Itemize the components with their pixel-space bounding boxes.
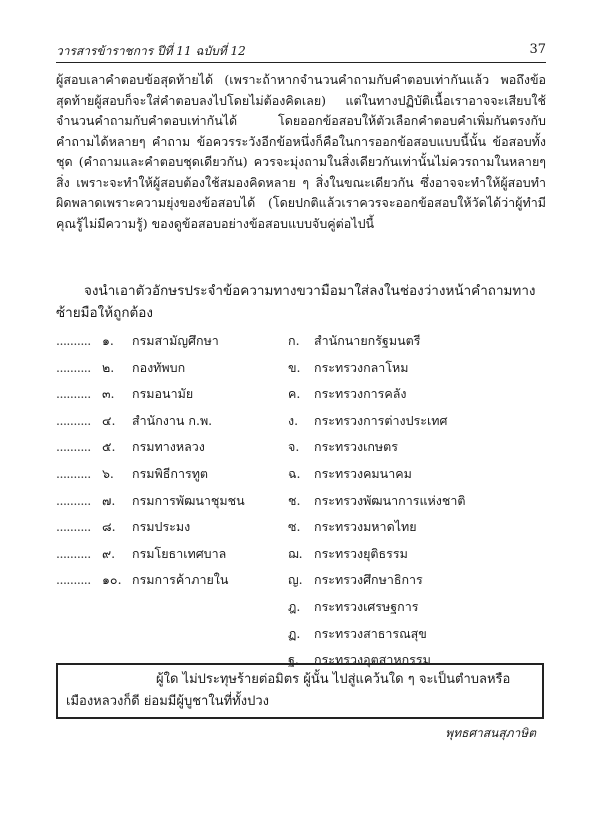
answer-text: กระทรวงมหาดไทย [314,519,417,535]
answer-letter: ฐ. [288,652,299,668]
question-text: กรมพิธีการทูต [132,465,209,481]
answer-item [288,541,548,568]
answer-text: กระทรวงการคลัง [314,386,407,402]
answer-blank: .......... [56,412,91,428]
answer-text: กระทรวงสาธารณสุข [314,625,427,641]
question-text: กรมทางหลวง [132,439,205,455]
question-text: กรมโยธาเทศบาล [132,545,227,561]
answer-blank: .......... [56,572,91,588]
answer-letter: ก. [288,333,300,348]
quote-line-1: ผู้ใด ไม่ประทุษร้ายต่อมิตร ผู้นั้น ไปสู่แคว้นใด ๆ จะเป็นตำบลหรือ [156,672,511,687]
question-text: กรมการค้าภายใน [132,572,229,588]
question-number: ๑๐. [102,572,122,588]
question-item [56,567,306,594]
answer-letter: ค. [288,386,301,402]
answer-text: กระทรวงคมนาคม [314,465,412,481]
answer-blank: .......... [56,439,91,455]
answer-text: กระทรวงยุติธรรม [314,545,408,561]
journal-title: วารสารข้าราชการ ปีที่ 11 ฉบับที่ 12 [56,44,246,58]
answer-item [288,461,548,488]
answer-letter: ฏ. [288,625,301,641]
answer-letter: ฌ. [288,545,303,561]
answer-blank: .......... [56,492,91,508]
answer-item [288,488,548,515]
answer-text: กระทรวงอุตสาหกรรม [314,652,431,668]
question-item [56,328,306,355]
question-item [56,408,306,435]
quote-source: พุทธศาสนสุภาษิต [445,726,536,740]
answer-letter: ฉ. [288,465,301,481]
answer-item [288,621,548,648]
answer-letter: ฎ. [288,598,301,614]
question-item [56,461,306,488]
question-number: ๓. [102,386,115,402]
question-text: กรมสามัญศึกษา [132,333,219,348]
answer-item [288,594,548,621]
question-item [56,434,306,461]
answer-letter: ญ. [288,572,303,588]
answer-blank: .......... [56,333,91,348]
answer-blank: .......... [56,545,91,561]
question-item [56,381,306,408]
answer-text: กระทรวงการต่างประเทศ [314,412,448,428]
answer-text: กระทรวงเศรษฐการ [314,598,419,614]
question-number: ๕. [102,439,116,455]
question-number: ๙. [102,545,116,561]
answer-blank: .......... [56,359,91,375]
question-item [56,514,306,541]
page-number: 37 [529,42,546,57]
answer-letter: ข. [288,359,301,375]
question-number: ๖. [102,465,114,481]
answer-item [288,355,548,382]
answer-item [288,328,548,355]
answer-blank: .......... [56,386,91,402]
question-item [56,355,306,382]
answer-letter: จ. [288,439,300,455]
answer-text: กระทรวงพัฒนาการแห่งชาติ [314,492,466,508]
page-header [56,42,546,63]
question-text: กรมการพัฒนาชุมชน [132,492,245,508]
answer-list [288,328,548,674]
question-number: ๒. [102,359,115,375]
question-number: ๗. [102,492,116,508]
question-number: ๑. [102,333,114,348]
question-text: กรมอนามัย [132,386,194,402]
answer-letter: ช. [288,492,301,508]
answer-item [288,567,548,594]
question-text: กองทัพบก [132,359,186,375]
body-paragraph [56,70,546,234]
quote-line-2: เมืองหลวงก็ดี ย่อมมีผู้บูชาในที่ทั้งปวง [66,694,269,709]
question-number: ๘. [102,519,116,535]
answer-item [288,381,548,408]
answer-item [288,408,548,435]
answer-item [288,434,548,461]
paragraph-text: ผู้สอบเลาคำตอบข้อสุดท้ายได้ (เพราะถ้าหากจำนวนคำถามกับคำตอบเท่ากันแล้ว พอถึงข้อสุดท้ายผู้สอบก็จะใส่คำตอบลงไปโดยไม่ต้องคิดเลย) แต่ในทางปฏิบัติเนื้อเราอาจจะเสียบใช้จำนวนคำถามกับคำตอบเท่ากันได้ โดยออกข้อสอบให้ตัวเลือกคำตอบคำเพิ่มกันตรงกับคำถามได้หลายๆ คำถาม ข้อควรระวังอีกข้อหนึ่งก็คือในการออกข้อสอบแบบนี้นั้น ข้อสอบทั้งชุด (คำถามและคำตอบชุดเดียวกัน) ควรจะมุ่งถามในสิ่งเดียวกันเท่านั้นไม่ควรถามในหลายๆ สิ่ง เพราะจะทำให้ผู้สอบต้องใช้สมองคิดหลาย ๆ สิ่งในขณะเดียวกัน ซึ่งอาจจะทำให้ผู้สอบทำผิดพลาดเพราะความยุ่งของข้อสอบได้ (โดยปกติแล้วเราควรจะออกข้อสอบให้วัดได้ว่าผู้ทำมีคุณรู้ไม่มีความรู้) ของดูข้อสอบอย่างข้อสอบแบบจับคู่ต่อไปนี้ [56,72,546,231]
answer-blank: .......... [56,465,91,481]
question-item [56,541,306,568]
question-text: สำนักงาน ก.พ. [132,412,213,428]
question-number: ๔. [102,412,116,428]
answer-text: กระทรวงกลาโหม [314,359,409,375]
quote-box [56,663,544,719]
exercise-instruction [56,280,546,324]
answer-text: สำนักนายกรัฐมนตรี [314,333,421,348]
question-text: กรมประมง [132,519,191,535]
answer-item [288,514,548,541]
answer-blank: .......... [56,519,91,535]
question-list [56,328,306,594]
answer-text: กระทรวงเกษตร [314,439,398,455]
instruction-text: จงนำเอาตัวอักษรประจำข้อความทางขวามือมาใส่ลงในช่องว่างหน้าคำถามทางซ้ายมือให้ถูกต้อง [56,283,536,321]
answer-text: กระทรวงศึกษาธิการ [314,572,423,588]
question-item [56,488,306,515]
answer-letter: ง. [288,412,299,428]
answer-letter: ซ. [288,519,301,535]
